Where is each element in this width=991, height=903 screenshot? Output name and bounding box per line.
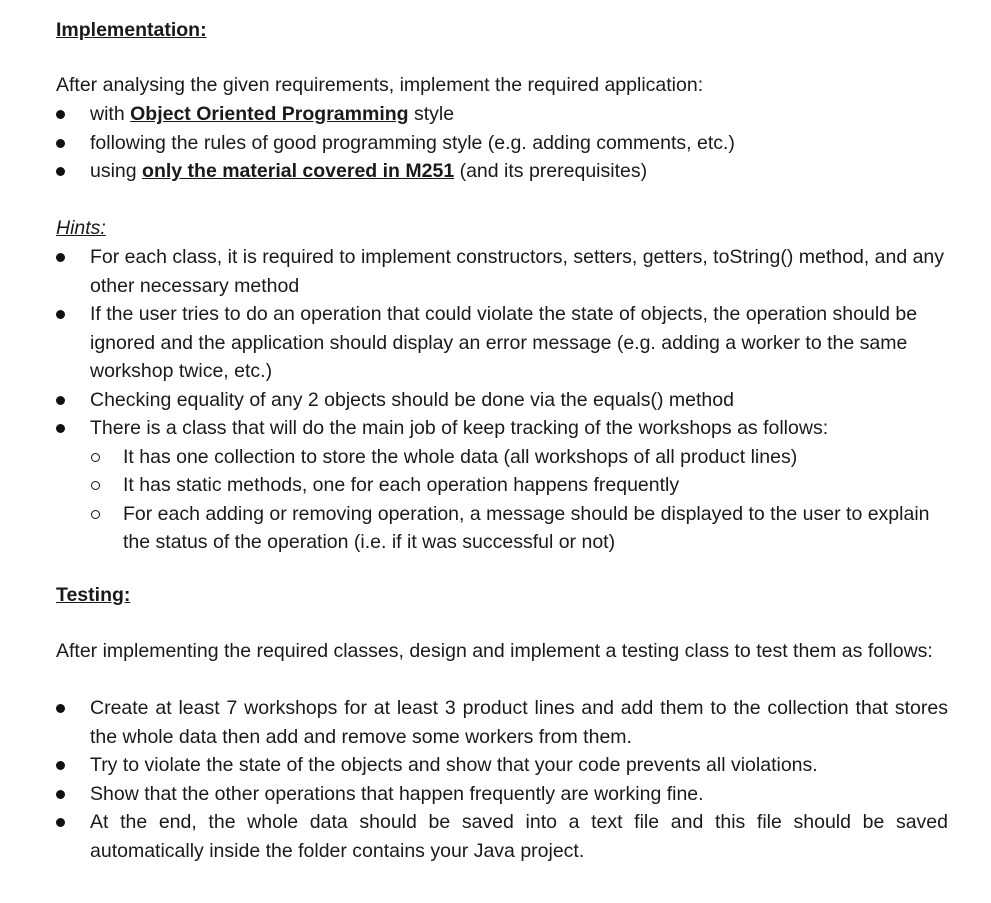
list-item: At the end, the whole data should be saved into a text file and this file should be saved automatically inside the folder contains your Java project. xyxy=(56,808,948,865)
list-item: If the user tries to do an operation that could violate the state of objects, the operation should be ignored and the application should display an error message (e.g. adding a worker to the same workshop twice, etc.) xyxy=(56,300,948,386)
list-item: Show that the other operations that happen frequently are working fine. xyxy=(56,780,948,809)
bullet-icon xyxy=(56,761,65,770)
circle-bullet-icon xyxy=(91,481,100,490)
list-item: with Object Oriented Programming style xyxy=(56,100,948,129)
implementation-list xyxy=(56,100,948,186)
testing-list xyxy=(56,694,948,865)
bullet-icon xyxy=(56,704,65,713)
bullet-icon xyxy=(56,310,65,319)
list-item: Checking equality of any 2 objects should be done via the equals() method xyxy=(56,386,948,415)
bullet-icon xyxy=(56,396,65,405)
list-item: Create at least 7 workshops for at least 3 product lines and add them to the collection that stores the whole data then add and remove some workers from them. xyxy=(56,694,948,751)
oop-emphasis: Object Oriented Programming xyxy=(130,103,409,125)
implementation-intro: After analysing the given requirements, implement the required application: xyxy=(56,74,704,96)
list-item: following the rules of good programming style (e.g. adding comments, etc.) xyxy=(56,129,948,158)
hints-list xyxy=(56,243,948,557)
list-item: using only the material covered in M251 (and its prerequisites) xyxy=(56,157,948,186)
hints-sublist xyxy=(90,443,948,557)
implementation-heading: Implementation: xyxy=(56,19,207,41)
bullet-icon xyxy=(56,818,65,827)
bullet-icon xyxy=(56,424,65,433)
testing-intro: After implementing the required classes, design and implement a testing class to test them as follows: xyxy=(56,640,933,662)
circle-bullet-icon xyxy=(91,510,100,519)
circle-bullet-icon xyxy=(91,453,100,462)
testing-heading: Testing: xyxy=(56,584,131,606)
m251-emphasis: only the material covered in M251 xyxy=(142,160,455,182)
bullet-icon xyxy=(56,790,65,799)
sublist-item: For each adding or removing operation, a message should be displayed to the user to explain the status of the operation (i.e. if it was successful or not) xyxy=(90,500,948,557)
bullet-icon xyxy=(56,167,65,176)
bullet-icon xyxy=(56,253,65,262)
hints-title: Hints: xyxy=(56,217,106,239)
list-item: There is a class that will do the main job of keep tracking of the workshops as follows: It has one collection to store the whole data (all workshops of all product lines) It has static methods, one for each operation happens frequently For each adding or removing operation, a message should be displayed to the user to explain the status of the operation (i.e. if it was successful or not) xyxy=(56,414,948,557)
bullet-icon xyxy=(56,110,65,119)
list-item: For each class, it is required to implement constructors, setters, getters, toString() method, and any other necessary method xyxy=(56,243,948,300)
sublist-item: It has one collection to store the whole data (all workshops of all product lines) xyxy=(90,443,948,472)
bullet-icon xyxy=(56,139,65,148)
sublist-item: It has static methods, one for each operation happens frequently xyxy=(90,471,948,500)
list-item: Try to violate the state of the objects and show that your code prevents all violations. xyxy=(56,751,948,780)
